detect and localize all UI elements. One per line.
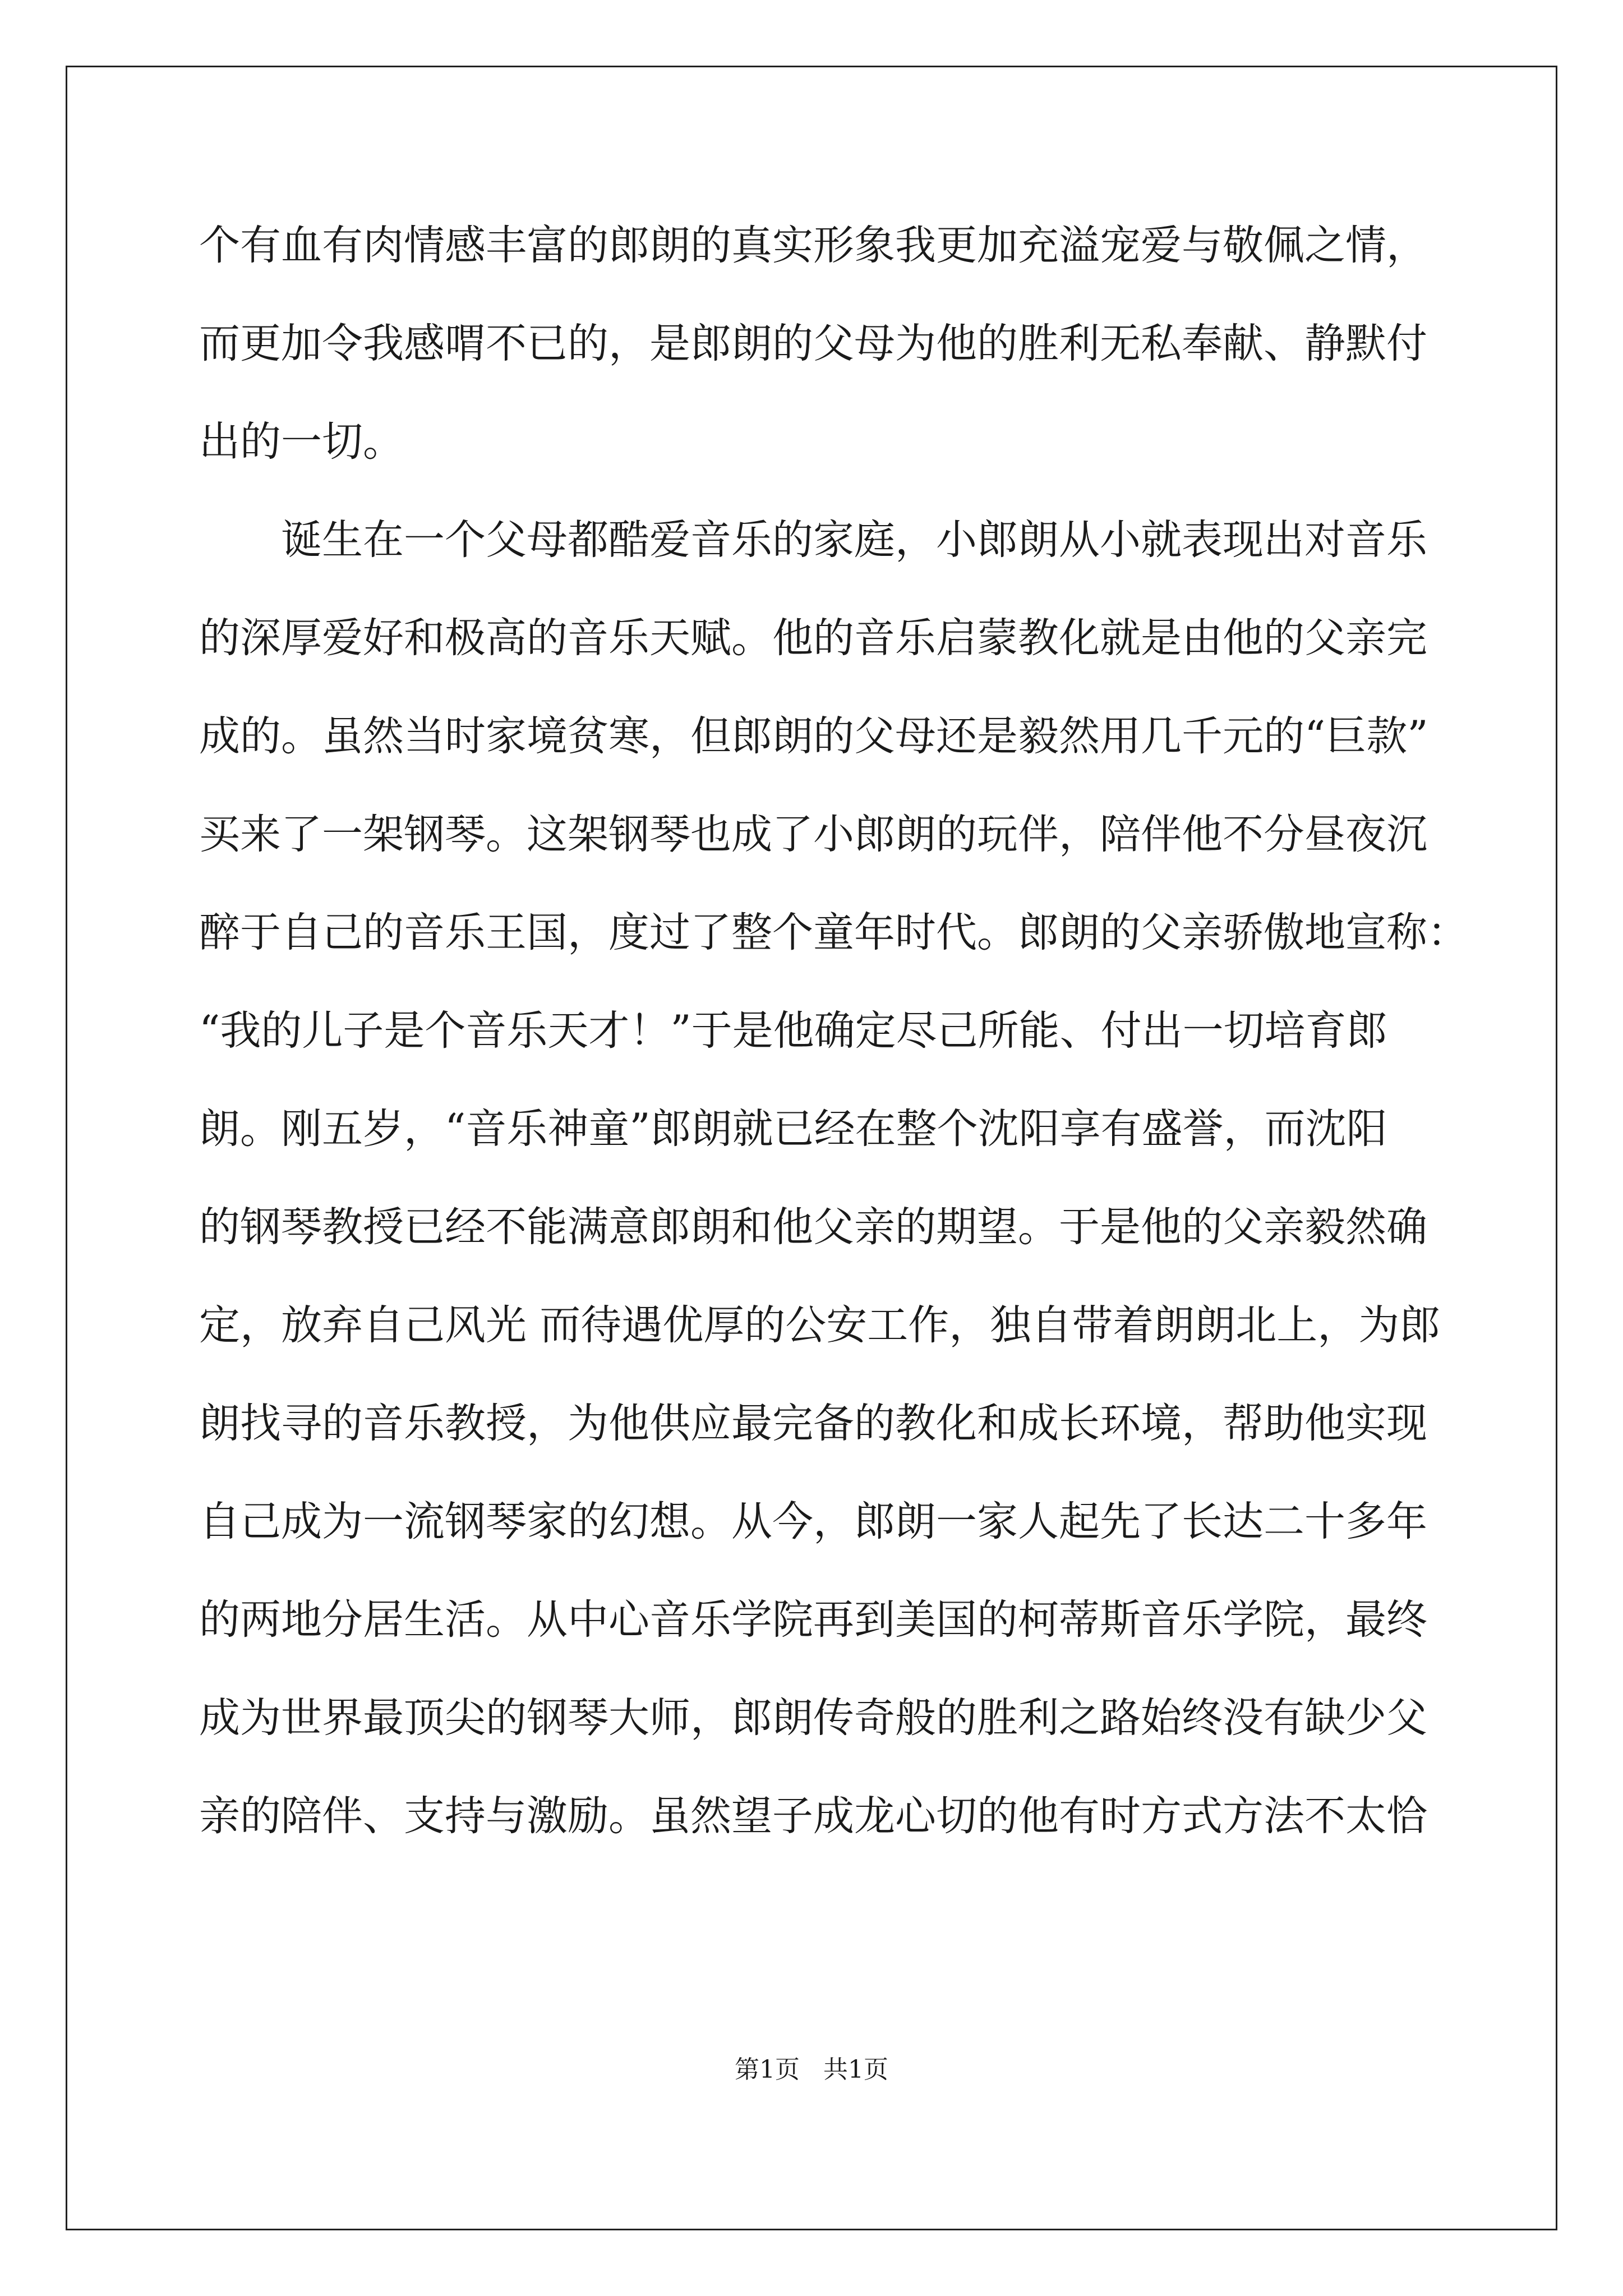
text-line: 个有血有肉情感丰富的郎朗的真实形象我更加充溢宠爱与敬佩之情， [199,222,1427,269]
paragraph-first-line: 诞生在一个父母都酷爱音乐的家庭，小郎朗从小就表现出对音乐 [281,516,1427,564]
text-line: 成的。虽然当时家境贫寒，但郎朗的父母还是毅然用几千元的“巨款” [199,712,1428,760]
text-line: 朗找寻的音乐教授，为他供应最完备的教化和成长环境，帮助他实现 [199,1400,1427,1447]
text-line: 买来了一架钢琴。这架钢琴也成了小郎朗的玩伴，陪伴他不分昼夜沉 [199,811,1427,858]
text-line: 而更加令我感喟不已的，是郎朗的父母为他的胜利无私奉献、静默付 [199,320,1427,367]
text-line: 的两地分居生活。从中心音乐学院再到美国的柯蒂斯音乐学院，最终 [199,1596,1427,1644]
text-line: 朗。刚五岁，“音乐神童”郎朗就已经在整个沈阳享有盛誉，而沈阳 [199,1105,1387,1153]
text-line: “我的儿子是个音乐天才！”于是他确定尽己所能、付出一切培育郎 [199,1007,1387,1055]
text-line: 自己成为一流钢琴家的幻想。从今，郎朗一家人起先了长达二十多年 [199,1498,1427,1545]
text-line: 成为世界最顶尖的钢琴大师，郎朗传奇般的胜利之路始终没有缺少父 [199,1694,1427,1742]
page-number-footer: 第1页 共1页 [735,2055,888,2084]
text-line: 亲的陪伴、支持与激励。虽然望子成龙心切的他有时方式方法不太恰 [199,1792,1427,1840]
text-line: 出的一切。 [199,418,404,466]
text-line: 的深厚爱好和极高的音乐天赋。他的音乐启蒙教化就是由他的父亲完 [199,614,1427,662]
text-line: 的钢琴教授已经不能满意郎朗和他父亲的期望。于是他的父亲毅然确 [199,1203,1427,1251]
text-line: 醉于自己的音乐王国，度过了整个童年时代。郎朗的父亲骄傲地宣称： [199,909,1468,956]
text-line: 定，放弃自己风光 而待遇优厚的公安工作，独自带着朗朗北上，为郎 [199,1301,1441,1349]
